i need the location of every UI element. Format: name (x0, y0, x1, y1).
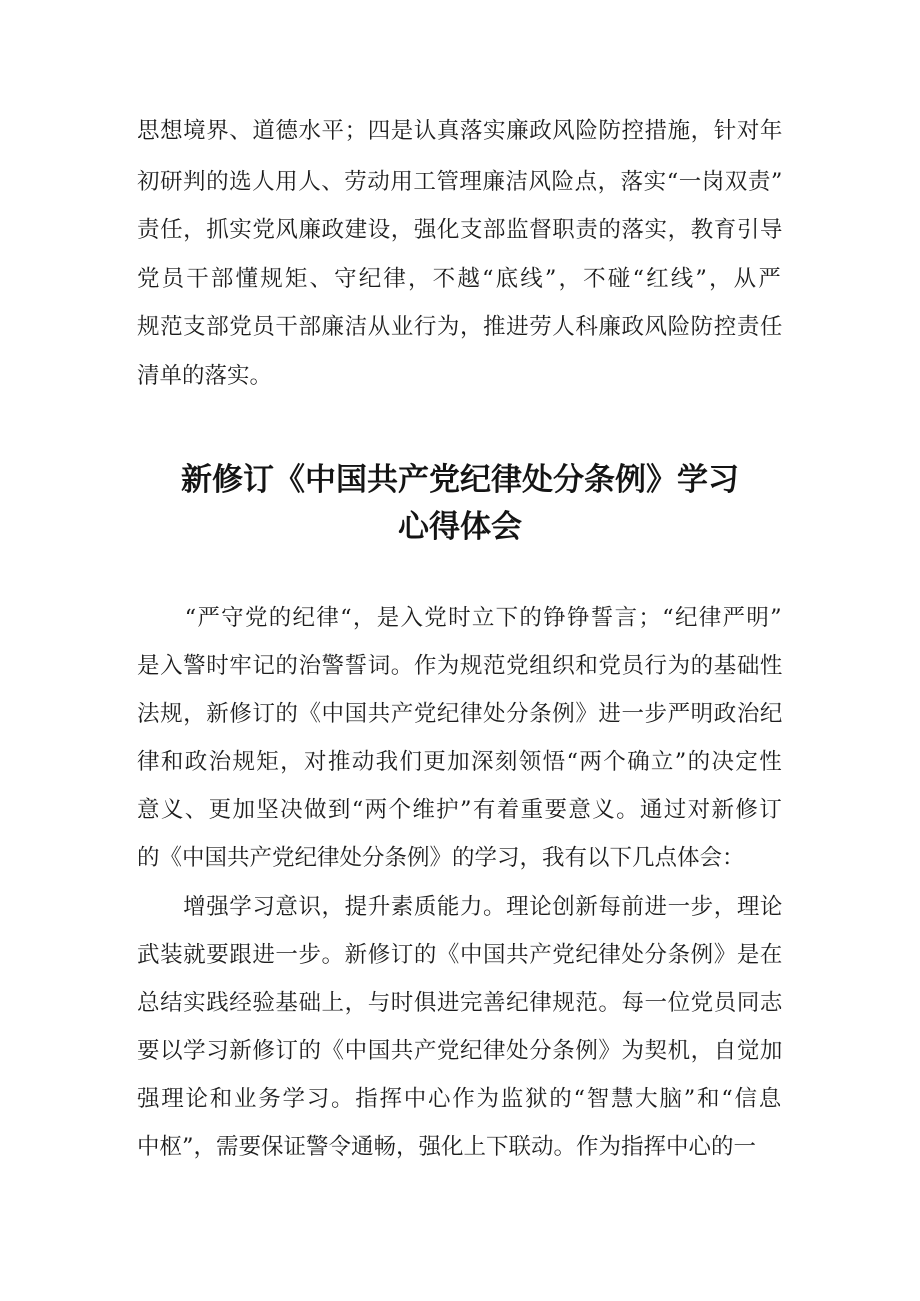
text-line: 的《中国共产党纪律处分条例》的学习，我有以下几点体会： (137, 845, 745, 871)
text-line: 增强学习意识，提升素质能力。理论创新每前进一步，理论 (137, 894, 783, 920)
text-line: 中枢”，需要保证警令通畅，强化上下联动。作为指挥中心的一 (137, 1134, 757, 1160)
text-line: 武装就要跟进一步。新修订的《中国共产党纪律处分条例》是在 (137, 942, 783, 968)
text-line: 律和政治规矩，对推动我们更加深刻领悟“两个确立”的决定性 (137, 749, 784, 775)
text-line: 法规，新修订的《中国共产党纪律处分条例》进一步严明政治纪 (137, 701, 783, 727)
text-line: 责任，抓实党风廉政建设，强化支部监督职责的落实，教育引导 (137, 217, 783, 243)
text-line: 总结实践经验基础上，与时俱进完善纪律规范。每一位党员同志 (137, 990, 783, 1016)
text-line: 要以学习新修订的《中国共产党纪律处分条例》为契机，自觉加 (137, 1038, 783, 1064)
text-line: “严守党的纪律“，是入党时立下的铮铮誓言；“纪律严明” (137, 605, 783, 631)
text-line: 规范支部党员干部廉洁从业行为，推进劳人科廉政风险防控责任 (137, 314, 783, 340)
text-line: 意义、更加坚决做到“两个维护”有着重要意义。通过对新修订 (137, 797, 784, 823)
text-line: 党员干部懂规矩、守纪律，不越“底线”，不碰“红线”，从严 (137, 266, 783, 292)
text-line: 是入警时牢记的治警誓词。作为规范党组织和党员行为的基础性 (137, 653, 783, 679)
text-line: 清单的落实。 (137, 363, 273, 389)
text-line: 思想境界、道德水平；四是认真落实廉政风险防控措施，针对年 (137, 118, 783, 144)
title-line-1: 新修订《中国共产党纪律处分条例》学习 (181, 462, 739, 498)
title-line-2: 心得体会 (398, 509, 522, 545)
text-line: 强理论和业务学习。指挥中心作为监狱的“智慧大脑”和“信息 (137, 1086, 784, 1112)
text-line: 初研判的选人用人、劳动用工管理廉洁风险点，落实“一岗双责” (137, 169, 783, 195)
